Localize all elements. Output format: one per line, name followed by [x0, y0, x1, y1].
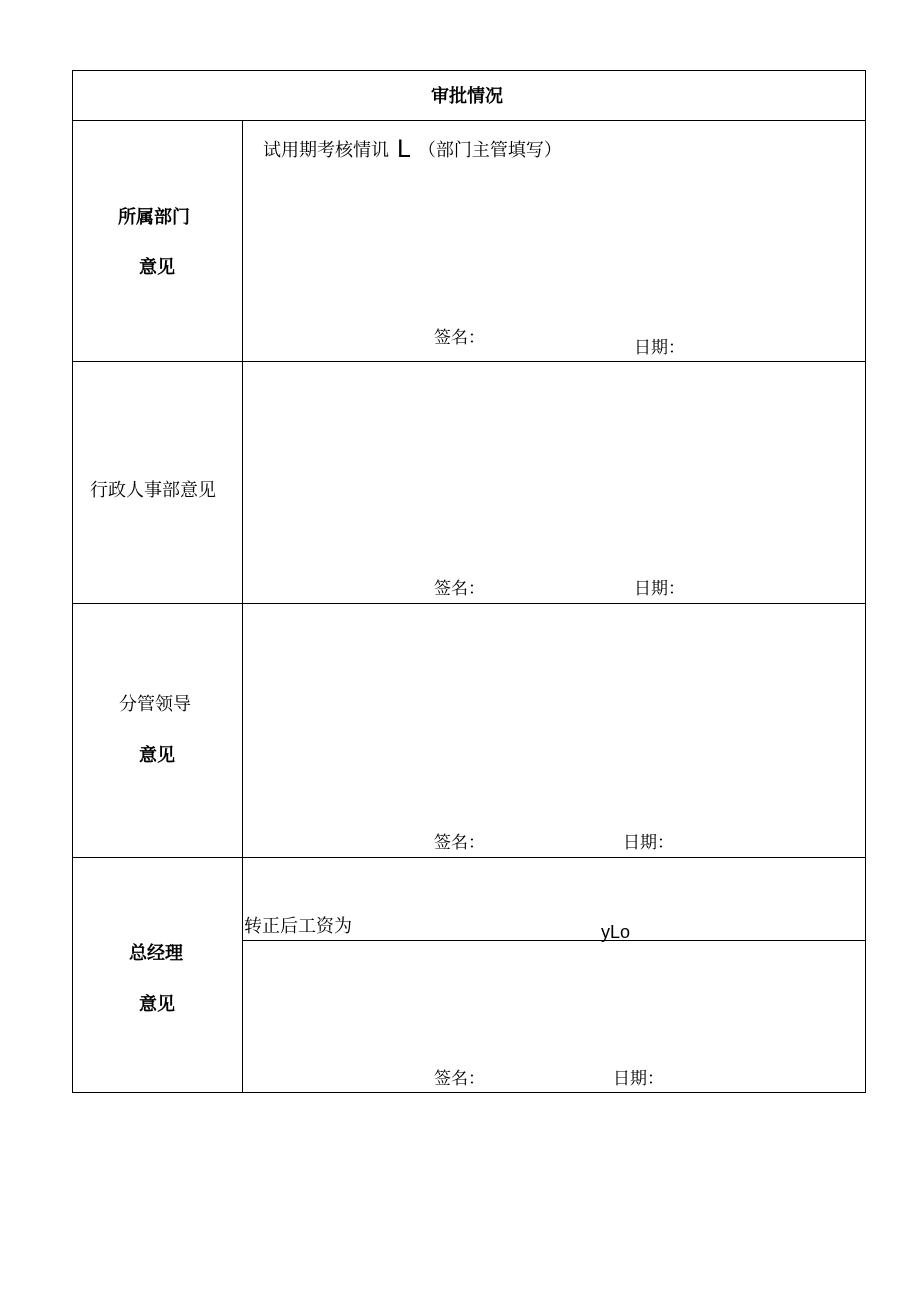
dept-note	[263, 137, 562, 161]
salary-value: yLo	[601, 922, 631, 942]
leader-label-line2: 意见	[139, 745, 175, 766]
gm-label-line1: 总经理	[129, 943, 183, 964]
salary-label: 转正后工资为	[244, 916, 352, 937]
dept-sign-label: 签名：	[434, 328, 485, 348]
label-column-divider	[242, 120, 243, 1092]
dept-row-divider	[73, 361, 865, 362]
hr-row-divider	[73, 603, 865, 604]
dept-note-prefix: 试用期考核情讥	[263, 140, 389, 161]
hr-sign-label: 签名：	[434, 579, 485, 599]
dept-note-mark: L	[396, 135, 411, 163]
dept-label-line1: 所属部门	[118, 207, 190, 228]
leader-row-divider	[73, 857, 865, 858]
dept-date-label: 日期：	[634, 338, 685, 358]
salary-row-divider	[243, 940, 865, 941]
leader-sign-label: 签名：	[434, 833, 485, 853]
dept-note-suffix: （部门主管填写）	[417, 140, 562, 161]
gm-label-line2: 意见	[139, 994, 175, 1015]
form-title: 审批情况	[431, 86, 503, 107]
gm-sign-label: 签名：	[434, 1069, 485, 1089]
hr-label: 行政人事部意见	[90, 480, 216, 501]
approval-form	[72, 70, 866, 1093]
leader-label-line1: 分管领导	[119, 694, 191, 715]
gm-date-label: 日期：	[613, 1069, 664, 1089]
leader-date-label: 日期：	[623, 833, 674, 853]
title-row-divider	[73, 120, 865, 121]
dept-label-line2: 意见	[139, 257, 175, 278]
hr-date-label: 日期：	[634, 579, 685, 599]
